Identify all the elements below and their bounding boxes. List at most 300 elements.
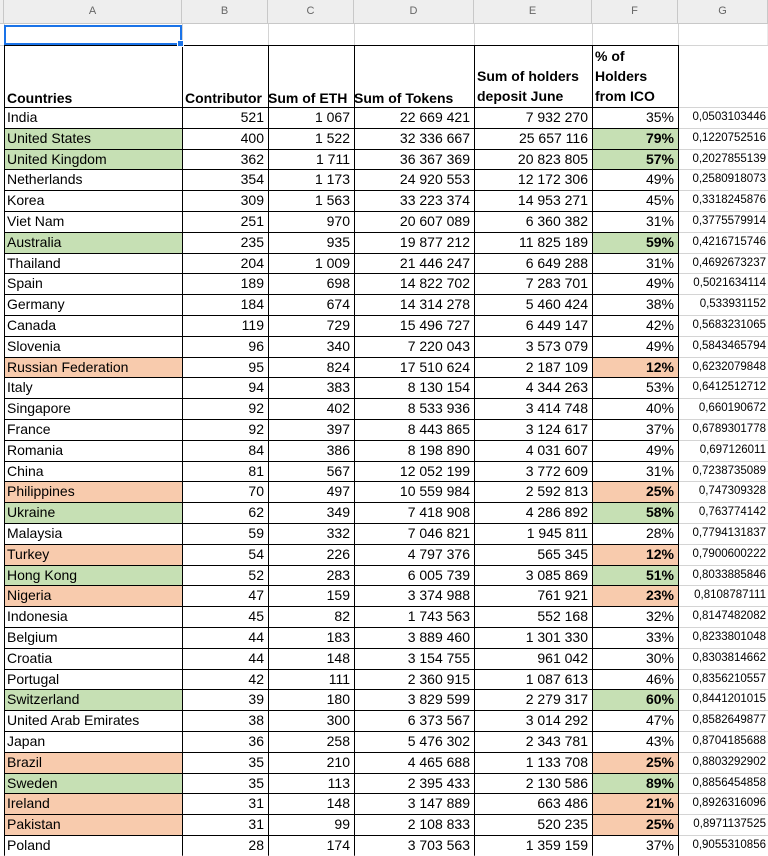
cell-holders-deposit[interactable]: 1 359 159 (525, 837, 588, 853)
column-header-e[interactable]: E (474, 0, 592, 23)
cell-country[interactable]: Germany (7, 296, 65, 313)
cell-holders-deposit[interactable]: 20 823 805 (517, 150, 588, 167)
cell-ratio[interactable]: 0,6412512712 (692, 381, 766, 394)
cell-contributor[interactable]: 92 (248, 400, 264, 417)
cell-ratio[interactable]: 0,8926316096 (692, 797, 766, 810)
cell-pct-holders[interactable]: 60% (592, 689, 678, 710)
cell-contributor[interactable]: 400 (240, 129, 264, 146)
cell-sum-tokens[interactable]: 17 510 624 (399, 358, 470, 375)
cell-contributor[interactable]: 52 (248, 566, 264, 583)
table-row (0, 461, 768, 482)
cell-contributor[interactable]: 92 (248, 421, 264, 437)
cell-holders-deposit[interactable]: 3 414 748 (525, 400, 588, 417)
cell-holders-deposit[interactable]: 3 124 617 (525, 421, 588, 437)
cell-sum-tokens[interactable]: 10 559 984 (399, 483, 470, 500)
cell-sum-eth[interactable]: 1 173 (314, 171, 350, 188)
cell-sum-eth[interactable]: 383 (326, 379, 350, 396)
column-header-bar (0, 0, 768, 24)
cell-holders-deposit[interactable]: 1 945 811 (526, 525, 588, 541)
table-row (0, 544, 768, 565)
cell-holders-deposit[interactable]: 3 772 609 (525, 462, 588, 479)
cell-country[interactable]: Italy (7, 379, 33, 396)
column-header-c[interactable]: C (268, 0, 354, 23)
cell-contributor[interactable]: 84 (248, 441, 264, 458)
cell-ratio[interactable]: 0,8704185688 (692, 735, 766, 747)
cell-contributor[interactable]: 59 (248, 525, 264, 541)
cell-sum-tokens[interactable]: 3 703 563 (407, 837, 470, 853)
cell-sum-tokens[interactable]: 24 920 553 (399, 171, 470, 188)
cell-sum-tokens[interactable]: 22 669 421 (399, 109, 470, 125)
cell-contributor[interactable]: 119 (241, 317, 264, 333)
cell-pct-holders[interactable]: 57% (592, 149, 678, 170)
cell-sum-tokens[interactable]: 15 496 727 (399, 317, 470, 333)
cell-sum-eth[interactable]: 349 (326, 504, 350, 521)
cell-holders-deposit[interactable]: 2 187 109 (525, 358, 588, 375)
cell-country[interactable]: United Kingdom (4, 149, 182, 170)
cell-sum-eth[interactable]: 99 (334, 816, 350, 833)
cell-country[interactable]: Philippines (4, 481, 182, 502)
cell-sum-tokens[interactable]: 2 360 915 (407, 670, 470, 687)
selected-cell-a1[interactable] (4, 25, 182, 45)
cell-ratio[interactable]: 0,6232079848 (692, 360, 766, 373)
column-header-g[interactable]: G (678, 0, 768, 23)
cell-sum-tokens[interactable]: 32 336 667 (399, 129, 470, 146)
cell-contributor[interactable]: 38 (248, 712, 264, 729)
cell-sum-tokens[interactable]: 8 198 890 (407, 441, 470, 458)
cell-contributor[interactable]: 44 (248, 629, 264, 645)
header-countries[interactable] (4, 45, 182, 107)
cell-pct-holders[interactable]: 31% (645, 254, 674, 271)
cell-sum-eth[interactable]: 698 (326, 275, 350, 292)
cell-contributor[interactable]: 309 (240, 192, 264, 209)
table-row (0, 273, 768, 294)
cell-holders-deposit[interactable]: 2 279 317 (525, 691, 588, 708)
cell-holders-deposit[interactable]: 1 087 613 (525, 670, 588, 687)
cell-sum-tokens[interactable]: 33 223 374 (399, 192, 470, 209)
cell-sum-eth[interactable]: 1 067 (314, 109, 350, 125)
cell-pct-holders[interactable]: 51% (592, 565, 678, 586)
cell-ratio[interactable]: 0,7900600222 (692, 547, 766, 560)
cell-ratio[interactable]: 0,660190672 (698, 402, 766, 415)
table-row (0, 606, 768, 627)
cell-sum-eth[interactable]: 148 (326, 795, 350, 812)
cell-pct-holders[interactable]: 79% (592, 128, 678, 149)
cell-pct-holders[interactable]: 30% (645, 649, 674, 666)
cell-sum-tokens[interactable]: 6 373 567 (407, 712, 470, 729)
cell-holders-deposit[interactable]: 565 345 (537, 545, 588, 562)
cell-sum-tokens[interactable]: 1 743 563 (407, 608, 470, 625)
cell-holders-deposit[interactable]: 14 953 271 (517, 192, 588, 209)
column-header-f[interactable]: F (592, 0, 678, 23)
cell-pct-holders[interactable]: 47% (645, 712, 674, 729)
cell-country[interactable]: Viet Nam (7, 213, 65, 229)
cell-sum-eth[interactable]: 183 (326, 629, 350, 645)
cell-country[interactable]: Ireland (4, 793, 182, 814)
cell-sum-tokens[interactable]: 5 476 302 (407, 733, 470, 749)
cell-ratio[interactable]: 0,8803292902 (692, 755, 766, 768)
cell-contributor[interactable]: 235 (240, 233, 264, 250)
cell-holders-deposit[interactable]: 12 172 306 (517, 171, 588, 188)
column-header-b[interactable]: B (182, 0, 268, 23)
cell-ratio[interactable]: 0,2027855139 (692, 152, 766, 165)
cell-country[interactable]: Netherlands (7, 171, 83, 188)
table-row (0, 357, 768, 378)
cell-sum-eth[interactable]: 283 (326, 566, 350, 583)
cell-contributor[interactable]: 62 (248, 504, 264, 521)
cell-country[interactable]: Turkey (4, 544, 182, 565)
cell-contributor[interactable]: 42 (248, 670, 264, 687)
cell-sum-tokens[interactable]: 6 005 739 (407, 566, 470, 583)
table-row (0, 377, 768, 398)
cell-sum-tokens[interactable]: 14 822 702 (399, 275, 470, 292)
cell-sum-eth[interactable]: 111 (328, 670, 350, 687)
cell-holders-deposit[interactable]: 961 042 (537, 649, 588, 666)
cell-country[interactable]: United Arab Emirates (7, 712, 140, 729)
cell-ratio[interactable]: 0,697126011 (699, 443, 766, 456)
cell-pct-holders[interactable]: 25% (592, 752, 678, 773)
cell-holders-deposit[interactable]: 3 085 869 (525, 566, 588, 583)
cell-sum-eth[interactable]: 148 (326, 649, 350, 666)
cell-pct-holders[interactable]: 12% (592, 357, 678, 378)
cell-ratio[interactable]: 0,5683231065 (692, 319, 766, 331)
cell-pct-holders[interactable]: 25% (592, 814, 678, 835)
cell-country[interactable]: Japan (7, 733, 46, 749)
cell-pct-holders[interactable]: 58% (592, 502, 678, 523)
cell-sum-tokens[interactable]: 3 374 988 (407, 587, 470, 604)
cell-ratio[interactable]: 0,8441201015 (692, 693, 766, 706)
table-row (0, 190, 768, 211)
cell-holders-deposit[interactable]: 6 649 288 (525, 254, 588, 271)
cell-country[interactable]: Slovenia (7, 337, 61, 354)
cell-contributor[interactable]: 81 (248, 462, 264, 479)
cell-ratio[interactable]: 0,1220752516 (692, 131, 766, 144)
cell-ratio[interactable]: 0,8147482082 (692, 610, 766, 623)
cell-sum-eth[interactable]: 1 522 (314, 129, 350, 146)
cell-country[interactable]: Russian Federation (4, 357, 182, 378)
cell-sum-eth[interactable]: 970 (326, 213, 350, 229)
cell-ratio[interactable]: 0,8233801048 (692, 631, 766, 643)
cell-sum-tokens[interactable]: 19 877 212 (399, 233, 470, 250)
table-row (0, 731, 768, 752)
cell-sum-eth[interactable]: 386 (326, 441, 350, 458)
cell-pct-holders[interactable]: 45% (645, 192, 674, 209)
cell-country[interactable]: Australia (4, 232, 182, 253)
cell-pct-holders[interactable]: 49% (645, 337, 674, 354)
table-row (0, 440, 768, 461)
header-contributor[interactable] (182, 45, 268, 107)
cell-sum-eth[interactable]: 210 (326, 753, 350, 770)
cell-country[interactable]: Indonesia (7, 608, 68, 625)
cell-contributor[interactable]: 35 (248, 753, 264, 770)
cell-ratio[interactable]: 0,8108787111 (694, 589, 766, 602)
header-holders-deposit[interactable] (474, 45, 592, 107)
cell-contributor[interactable]: 362 (240, 150, 264, 167)
table-row (0, 585, 768, 606)
cell-ratio[interactable]: 0,5843465794 (692, 339, 766, 352)
cell-country[interactable]: Switzerland (4, 689, 182, 710)
cell-sum-tokens[interactable]: 2 395 433 (407, 774, 470, 791)
cell-pct-holders[interactable]: 89% (592, 773, 678, 794)
cell-country[interactable]: Hong Kong (4, 565, 182, 586)
cell-contributor[interactable]: 204 (240, 254, 264, 271)
cell-holders-deposit[interactable]: 6 360 382 (525, 213, 588, 229)
cell-holders-deposit[interactable]: 7 932 270 (525, 109, 588, 125)
cell-pct-holders[interactable]: 40% (645, 400, 674, 417)
cell-contributor[interactable]: 189 (240, 275, 264, 292)
table-row (0, 523, 768, 544)
cell-sum-tokens[interactable]: 3 829 599 (407, 691, 470, 708)
table-row (0, 128, 768, 149)
header-pct-holders[interactable] (592, 45, 678, 107)
cell-holders-deposit[interactable]: 1 133 708 (525, 753, 588, 770)
cell-country[interactable]: Singapore (7, 400, 71, 417)
cell-contributor[interactable]: 521 (240, 109, 264, 125)
table-row (0, 398, 768, 419)
cell-pct-holders[interactable]: 49% (645, 275, 674, 292)
cell-country[interactable]: Spain (7, 275, 43, 292)
cell-ratio[interactable]: 0,0503103446 (692, 111, 766, 123)
cell-contributor[interactable]: 95 (248, 358, 264, 375)
cell-pct-holders[interactable]: 38% (645, 296, 674, 313)
cell-sum-eth[interactable]: 300 (326, 712, 350, 729)
cell-contributor[interactable]: 39 (248, 691, 264, 708)
cell-pct-holders[interactable]: 31% (645, 213, 674, 229)
cell-holders-deposit[interactable]: 7 283 701 (525, 275, 588, 292)
cell-pct-holders[interactable]: 59% (592, 232, 678, 253)
cell-holders-deposit[interactable]: 520 235 (537, 816, 588, 833)
table-row (0, 211, 768, 232)
cell-ratio[interactable]: 0,4692673237 (692, 256, 766, 269)
cell-pct-holders[interactable]: 33% (645, 629, 674, 645)
cell-ratio[interactable]: 0,7794131837 (692, 527, 766, 539)
cell-holders-deposit[interactable]: 4 286 892 (525, 504, 588, 521)
cell-country[interactable]: Croatia (7, 649, 53, 666)
cell-sum-eth[interactable]: 113 (327, 774, 350, 791)
header-sum-eth[interactable] (268, 45, 354, 107)
cell-sum-eth[interactable]: 1 711 (316, 150, 350, 167)
cell-holders-deposit[interactable]: 1 301 330 (525, 629, 588, 645)
cell-sum-eth[interactable]: 180 (326, 691, 350, 708)
cell-sum-eth[interactable]: 1 009 (314, 254, 350, 271)
column-header-d[interactable]: D (354, 0, 474, 23)
cell-ratio[interactable]: 0,8856454858 (692, 776, 766, 789)
cell-sum-tokens[interactable]: 7 046 821 (407, 525, 470, 541)
cell-holders-deposit[interactable]: 3 573 079 (525, 337, 588, 354)
cell-contributor[interactable]: 36 (248, 733, 264, 749)
cell-pct-holders[interactable]: 35% (645, 109, 674, 125)
table-row (0, 336, 768, 357)
cell-pct-holders[interactable]: 25% (592, 481, 678, 502)
cell-sum-eth[interactable]: 258 (326, 733, 350, 749)
cell-country[interactable]: Ukraine (4, 502, 182, 523)
cell-country[interactable]: Portugal (7, 670, 60, 687)
table-row (0, 835, 768, 856)
cell-contributor[interactable]: 31 (248, 795, 264, 812)
cell-country[interactable]: Pakistan (4, 814, 182, 835)
table-row (0, 107, 768, 128)
cell-pct-holders[interactable]: 42% (645, 317, 674, 333)
cell-sum-eth[interactable]: 497 (326, 483, 350, 500)
cell-ratio[interactable]: 0,8033885846 (692, 568, 766, 581)
cell-sum-eth[interactable]: 567 (326, 462, 350, 479)
cell-contributor[interactable]: 47 (248, 587, 264, 604)
cell-sum-tokens[interactable]: 4 797 376 (407, 545, 470, 562)
cell-holders-deposit[interactable]: 2 592 813 (525, 483, 588, 500)
cell-holders-deposit[interactable]: 3 014 292 (525, 712, 588, 729)
cell-country[interactable]: Nigeria (4, 585, 182, 606)
cell-pct-holders[interactable]: 31% (645, 462, 674, 479)
cell-contributor[interactable]: 28 (248, 837, 264, 853)
table-row (0, 149, 768, 170)
cell-sum-tokens[interactable]: 8 443 865 (407, 421, 470, 437)
cell-pct-holders[interactable]: 37% (645, 421, 674, 437)
table-row (0, 627, 768, 648)
cell-holders-deposit[interactable]: 5 460 424 (525, 296, 588, 313)
cell-pct-holders[interactable]: 53% (645, 379, 674, 396)
cell-sum-tokens[interactable]: 7 220 043 (407, 337, 470, 354)
table-row (0, 315, 768, 336)
cell-pct-holders[interactable]: 37% (645, 837, 674, 853)
cell-pct-holders[interactable]: 49% (645, 171, 674, 188)
cell-contributor[interactable]: 31 (248, 816, 264, 833)
cell-country[interactable]: Brazil (4, 752, 182, 773)
cell-contributor[interactable]: 70 (248, 483, 264, 500)
cell-country[interactable]: Malaysia (7, 525, 63, 541)
cell-ratio[interactable]: 0,3318245876 (692, 194, 766, 207)
cell-ratio[interactable]: 0,4216715746 (692, 235, 766, 248)
cell-sum-tokens[interactable]: 20 607 089 (399, 213, 470, 229)
cell-sum-tokens[interactable]: 2 108 833 (407, 816, 470, 833)
cell-pct-holders[interactable]: 32% (645, 608, 674, 625)
header-sum-tokens[interactable] (354, 45, 474, 107)
column-header-a[interactable]: A (4, 0, 182, 23)
cell-ratio[interactable]: 0,5021634114 (693, 277, 766, 290)
cell-ratio[interactable]: 0,8356210557 (692, 672, 766, 685)
cell-contributor[interactable]: 44 (248, 649, 264, 666)
cell-ratio[interactable]: 0,3775579914 (692, 215, 766, 227)
cell-sum-eth[interactable]: 935 (326, 233, 350, 250)
cell-holders-deposit[interactable]: 6 449 147 (525, 317, 588, 333)
cell-holders-deposit[interactable]: 4 344 263 (525, 379, 588, 396)
table-row (0, 565, 768, 586)
cell-holders-deposit[interactable]: 25 657 116 (518, 129, 588, 146)
cell-sum-tokens[interactable]: 36 367 369 (399, 150, 470, 167)
cell-contributor[interactable]: 184 (240, 296, 264, 313)
cell-pct-holders[interactable]: 43% (645, 733, 674, 749)
cell-pct-holders[interactable]: 46% (645, 670, 674, 687)
cell-pct-holders[interactable]: 28% (645, 525, 674, 541)
cell-sum-tokens[interactable]: 21 446 247 (399, 254, 470, 271)
cell-country[interactable]: Romania (7, 441, 64, 458)
header-contributor-label: Contributor (185, 90, 262, 106)
cell-holders-deposit[interactable]: 11 825 189 (518, 233, 588, 250)
table-row (0, 232, 768, 253)
fill-handle[interactable] (177, 40, 184, 47)
cell-ratio[interactable]: 0,6789301778 (692, 423, 766, 435)
cell-contributor[interactable]: 54 (248, 545, 264, 562)
cell-sum-tokens[interactable]: 12 052 199 (399, 462, 470, 479)
cell-country[interactable]: United States (4, 128, 182, 149)
cell-country[interactable]: Belgium (7, 629, 58, 645)
cell-pct-holders[interactable]: 12% (592, 544, 678, 565)
cell-ratio[interactable]: 0,8582649877 (692, 714, 766, 727)
cell-country[interactable]: France (7, 421, 51, 437)
cell-country[interactable]: China (7, 462, 44, 479)
cell-sum-tokens[interactable]: 8 130 154 (407, 379, 470, 396)
header-sum-tokens-label: Sum of Tokens (354, 90, 454, 106)
cell-sum-eth[interactable]: 159 (326, 587, 350, 604)
cell-sum-eth[interactable]: 340 (326, 337, 350, 354)
cell-country[interactable]: Sweden (4, 773, 182, 794)
table-row (0, 669, 768, 690)
cell-contributor[interactable]: 96 (248, 337, 264, 354)
cell-sum-eth[interactable]: 729 (326, 317, 350, 333)
cell-sum-eth[interactable]: 226 (326, 545, 350, 562)
cell-sum-eth[interactable]: 674 (326, 296, 350, 313)
cell-sum-tokens[interactable]: 4 465 688 (407, 753, 470, 770)
cell-holders-deposit[interactable]: 663 486 (537, 795, 588, 812)
cell-holders-deposit[interactable]: 2 343 781 (525, 733, 588, 749)
table-row (0, 773, 768, 794)
cell-sum-eth[interactable]: 824 (326, 358, 350, 375)
cell-sum-eth[interactable]: 1 563 (314, 192, 350, 209)
cell-contributor[interactable]: 251 (240, 213, 264, 229)
cell-ratio[interactable]: 0,7238735089 (692, 464, 766, 477)
cell-sum-tokens[interactable]: 3 889 460 (407, 629, 470, 645)
cell-country[interactable]: Thailand (7, 254, 61, 271)
cell-contributor[interactable]: 354 (240, 171, 264, 188)
cell-contributor[interactable]: 35 (248, 774, 264, 791)
cell-ratio[interactable]: 0,763774142 (698, 506, 766, 519)
cell-ratio[interactable]: 0,8971137525 (693, 818, 766, 831)
table-row (0, 502, 768, 523)
cell-pct-holders[interactable]: 23% (592, 585, 678, 606)
cell-ratio[interactable]: 0,2580918073 (692, 173, 766, 186)
cell-country[interactable]: India (7, 109, 38, 125)
header-countries-label: Countries (7, 90, 73, 106)
cell-sum-eth[interactable]: 402 (326, 400, 350, 417)
cell-ratio[interactable]: 0,747309328 (698, 485, 766, 498)
cell-sum-tokens[interactable]: 3 154 755 (407, 649, 470, 666)
cell-contributor[interactable]: 45 (248, 608, 264, 625)
cell-sum-eth[interactable]: 332 (326, 525, 350, 541)
cell-sum-eth[interactable]: 397 (326, 421, 350, 437)
table-row (0, 793, 768, 814)
cell-sum-tokens[interactable]: 7 418 908 (407, 504, 470, 521)
cell-ratio[interactable]: 0,8303814662 (692, 651, 766, 664)
cell-country[interactable]: Canada (7, 317, 57, 333)
cell-contributor[interactable]: 94 (248, 379, 264, 396)
header-holders-deposit-label: Sum of holders deposit June (477, 68, 579, 104)
cell-sum-tokens[interactable]: 3 147 889 (407, 795, 470, 812)
cell-sum-tokens[interactable]: 14 314 278 (399, 296, 470, 313)
header-pct-holders-label: % of Holders from ICO (595, 48, 655, 104)
cell-pct-holders[interactable]: 49% (645, 441, 674, 458)
cell-sum-tokens[interactable]: 8 533 936 (407, 400, 470, 417)
cell-holders-deposit[interactable]: 761 921 (537, 587, 588, 604)
cell-ratio[interactable]: 0,9055310856 (692, 839, 766, 851)
cell-holders-deposit[interactable]: 4 031 607 (525, 441, 588, 458)
cell-holders-deposit[interactable]: 552 168 (537, 608, 588, 625)
cell-ratio[interactable]: 0,533931152 (699, 298, 766, 311)
cell-country[interactable]: Poland (7, 837, 51, 853)
cell-holders-deposit[interactable]: 2 130 586 (525, 774, 588, 791)
cell-sum-eth[interactable]: 82 (334, 608, 350, 625)
cell-country[interactable]: Korea (7, 192, 45, 209)
cell-pct-holders[interactable]: 21% (592, 793, 678, 814)
table-row (0, 419, 768, 440)
cell-sum-eth[interactable]: 174 (326, 837, 350, 853)
